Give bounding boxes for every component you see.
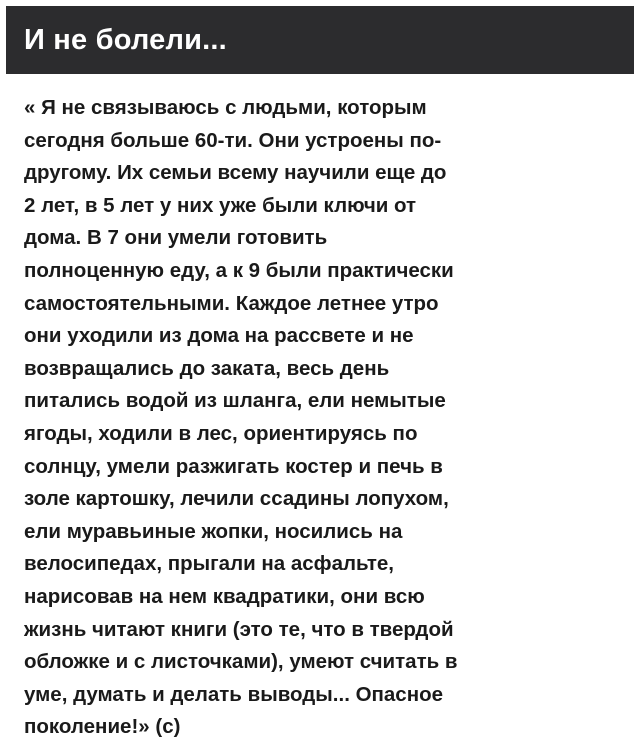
text-line: ели муравьиные жопки, носились на <box>24 519 403 543</box>
text-line: « Я не связываюсь с людьми, которым <box>24 96 427 119</box>
text-line: 2 лет, в 5 лет у них уже были ключи от <box>24 193 417 217</box>
quote-text <box>24 92 624 744</box>
text-line: обложке и с листочками), умеют считать в <box>24 650 458 674</box>
text-line: поколение!» (с) <box>24 715 181 739</box>
text-line: дома. В 7 они умели готовить <box>24 226 328 250</box>
text-line: возвращались до заката, весь день <box>24 356 390 380</box>
title-bar <box>6 6 634 74</box>
text-line: самостоятельными. Каждое летнее утро <box>24 291 439 315</box>
text-line: солнцу, умели разжигать костер и печь в <box>24 454 443 478</box>
text-line: полноценную еду, а к 9 были практически <box>24 258 454 282</box>
text-line: питались водой из шланга, ели немытые <box>24 389 446 413</box>
text-line: другому. Их семьи всему научили еще до <box>24 161 447 185</box>
text-line: сегодня больше 60-ти. Они устроены по- <box>24 128 442 152</box>
post-title: И не болели... <box>24 23 227 56</box>
text-line: ягоды, ходили в лес, ориентируясь по <box>24 421 418 445</box>
text-line: нарисовав на нем квадратики, они всю <box>24 584 425 608</box>
text-line: уме, думать и делать выводы... Опасное <box>24 682 444 706</box>
text-line: велосипедах, прыгали на асфальте, <box>24 552 394 576</box>
text-line: они уходили из дома на рассвете и не <box>24 324 414 348</box>
text-line: жизнь читают книги (это те, что в твердой <box>24 617 454 641</box>
text-line: золе картошку, лечили ссадины лопухом, <box>24 487 449 511</box>
